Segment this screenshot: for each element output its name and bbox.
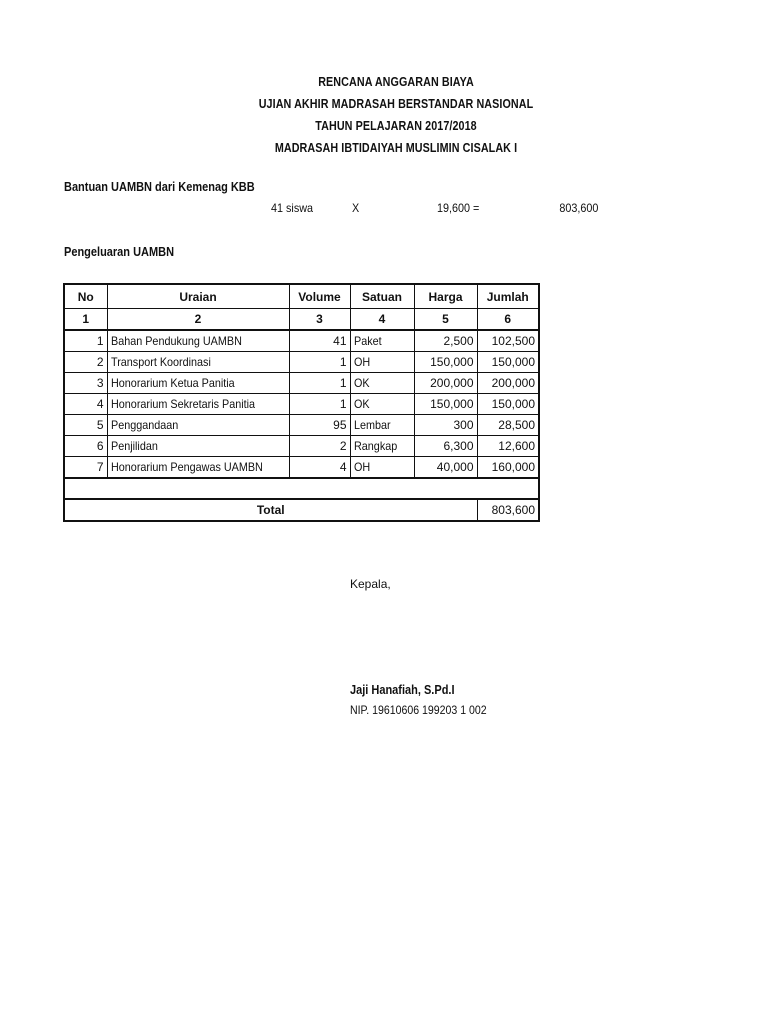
row-harga: 40,000 [414, 457, 477, 479]
table-blank-row [64, 478, 539, 499]
income-count-value: 41 [271, 201, 284, 215]
table-row [64, 394, 539, 415]
row-no: 4 [64, 394, 107, 415]
income-title: Bantuan UAMBN dari Kemenag KBB [64, 180, 255, 194]
table-total-row [64, 499, 539, 521]
row-jumlah: 102,500 [477, 330, 539, 352]
income-total: 803,600 [558, 201, 598, 215]
row-uraian: Penjilidan [107, 436, 289, 457]
row-jumlah: 160,000 [477, 457, 539, 479]
col-number: 2 [107, 309, 289, 331]
col-header-no: No [64, 284, 107, 309]
total-label: Total [64, 499, 477, 521]
row-harga: 150,000 [414, 352, 477, 373]
row-satuan: OK [350, 373, 414, 394]
row-harga: 150,000 [414, 394, 477, 415]
table-row [64, 330, 539, 352]
row-uraian: Honorarium Ketua Panitia [107, 373, 289, 394]
table-row [64, 415, 539, 436]
row-volume: 1 [289, 352, 350, 373]
document-header [0, 71, 768, 159]
table-row [64, 457, 539, 479]
header-year: TAHUN PELAJARAN 2017/2018 [315, 119, 477, 133]
table-header-row [64, 284, 539, 309]
row-volume: 4 [289, 457, 350, 479]
col-header-satuan: Satuan [350, 284, 414, 309]
income-count [271, 201, 313, 215]
row-jumlah: 28,500 [477, 415, 539, 436]
row-volume: 95 [289, 415, 350, 436]
row-harga: 2,500 [414, 330, 477, 352]
income-operator: X [352, 201, 360, 215]
signature-nip: NIP. 19610606 199203 1 002 [350, 703, 487, 717]
col-header-harga: Harga [414, 284, 477, 309]
table-row [64, 373, 539, 394]
row-uraian: Bahan Pendukung UAMBN [107, 330, 289, 352]
row-satuan: Lembar [350, 415, 414, 436]
col-number: 4 [350, 309, 414, 331]
row-no: 6 [64, 436, 107, 457]
row-uraian: Honorarium Sekretaris Panitia [107, 394, 289, 415]
expense-title: Pengeluaran UAMBN [64, 245, 175, 259]
column-number-row [64, 309, 539, 331]
row-jumlah: 12,600 [477, 436, 539, 457]
row-harga: 300 [414, 415, 477, 436]
row-no: 7 [64, 457, 107, 479]
income-rate [437, 201, 479, 215]
col-header-jumlah: Jumlah [477, 284, 539, 309]
row-jumlah: 200,000 [477, 373, 539, 394]
table-row [64, 436, 539, 457]
row-harga: 200,000 [414, 373, 477, 394]
table-row [64, 352, 539, 373]
row-harga: 6,300 [414, 436, 477, 457]
row-satuan: Paket [350, 330, 414, 352]
row-jumlah: 150,000 [477, 394, 539, 415]
row-uraian: Honorarium Pengawas UAMBN [107, 457, 289, 479]
col-number: 6 [477, 309, 539, 331]
row-uraian: Penggandaan [107, 415, 289, 436]
row-volume: 1 [289, 394, 350, 415]
total-value: 803,600 [477, 499, 539, 521]
header-subtitle: UJIAN AKHIR MADRASAH BERSTANDAR NASIONAL [258, 97, 534, 111]
col-number: 1 [64, 309, 107, 331]
row-satuan: OK [350, 394, 414, 415]
income-equals: = [473, 201, 480, 215]
signature-role: Kepala, [350, 577, 391, 591]
col-number: 3 [289, 309, 350, 331]
signature-name: Jaji Hanafiah, S.Pd.I [350, 683, 455, 697]
row-volume: 2 [289, 436, 350, 457]
row-jumlah: 150,000 [477, 352, 539, 373]
row-satuan: OH [350, 352, 414, 373]
row-uraian: Transport Koordinasi [107, 352, 289, 373]
row-no: 2 [64, 352, 107, 373]
col-header-uraian: Uraian [107, 284, 289, 309]
row-satuan: Rangkap [350, 436, 414, 457]
col-header-volume: Volume [289, 284, 350, 309]
row-volume: 41 [289, 330, 350, 352]
header-school: MADRASAH IBTIDAIYAH MUSLIMIN CISALAK I [274, 141, 518, 155]
col-number: 5 [414, 309, 477, 331]
row-volume: 1 [289, 373, 350, 394]
blank-cell [64, 478, 539, 499]
row-no: 3 [64, 373, 107, 394]
row-no: 5 [64, 415, 107, 436]
row-satuan: OH [350, 457, 414, 479]
income-rate-value: 19,600 [437, 201, 471, 215]
income-count-unit: siswa [286, 201, 314, 215]
budget-table [63, 283, 540, 522]
row-no: 1 [64, 330, 107, 352]
header-title: RENCANA ANGGARAN BIAYA [318, 75, 474, 89]
